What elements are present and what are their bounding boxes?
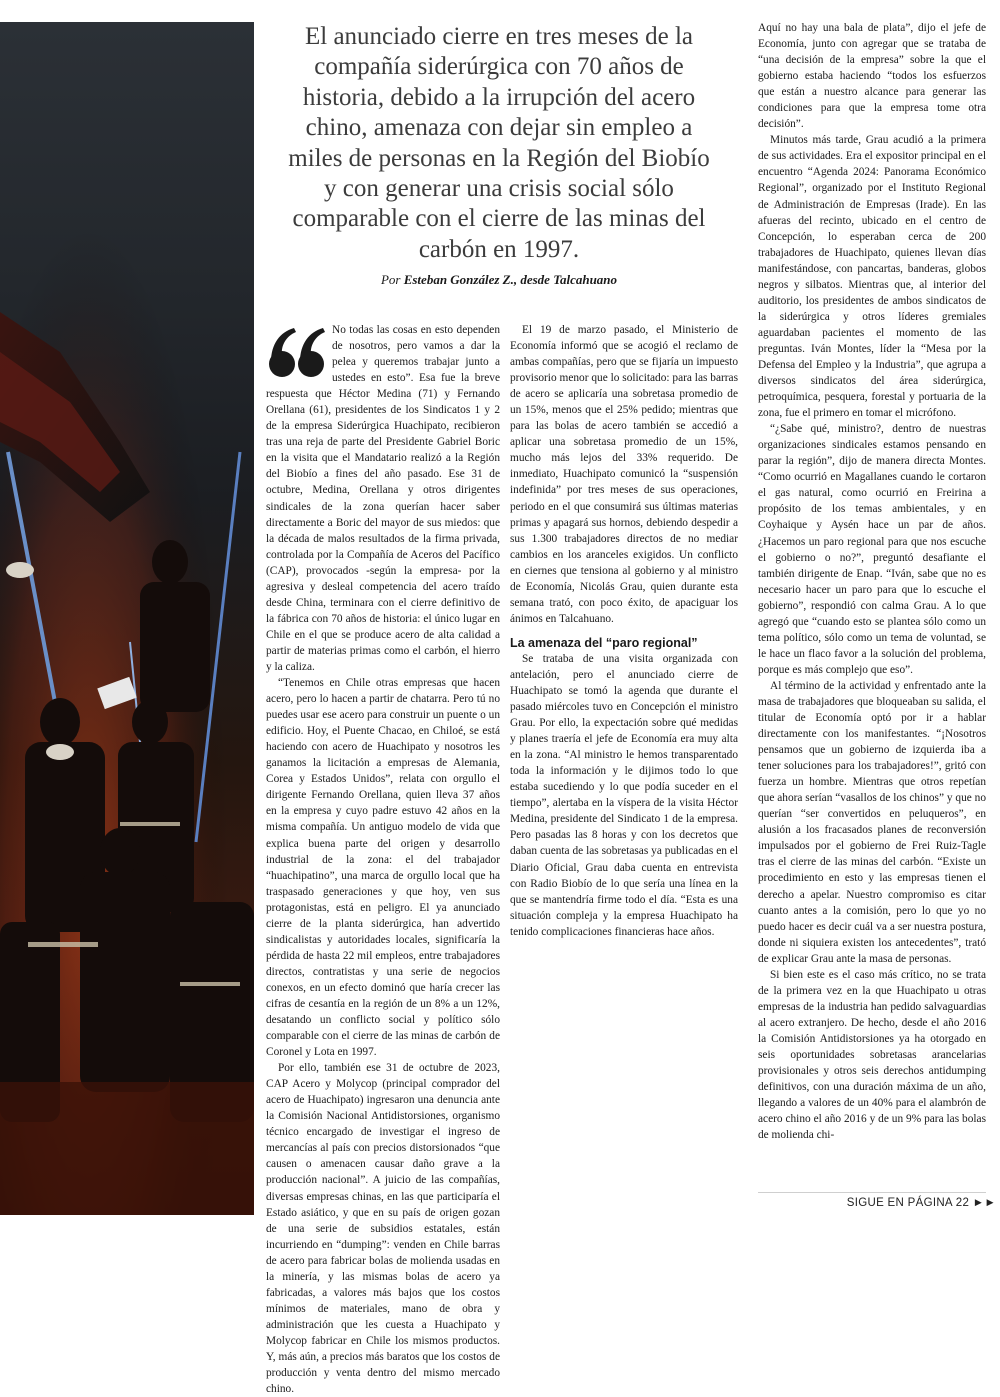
article-deck: El anunciado cierre en tres meses de la compañía siderúrgica con 70 años de historia, debido a la irrupción del acero chino, amenaza con dejar sin empleo a miles de personas en la Región del Biobío y con generar una crisis social sólo comparable con el cierre de las minas del carbón en 1997. xyxy=(288,23,710,263)
protest-photo-art xyxy=(0,22,254,1215)
paragraph-7: Minutos más tarde, Grau acudió a la primera de sus actividades. Era el expositor principal en el encuentro “Agenda 2024: Panorama Económico Regional”, organizado por el Instituto Regional de Administración de Empresas (Irade). En las afueras del recinto, ubicado en el centro de Concepción, lo esperaban cerca de 200 trabajadores de Huachipato, quienes llevan días manifestándose, con pancartas, banderas, globos negros y silbatos. Mientras que, al interior del auditorio, los presidentes de ambos sindicatos de la siderúrgica y otros líderes gremiales aguardaban pacientes el momento de las preguntas. Iván Montes, líder la “Mesa por la Defensa del Empleo y la Industria”, que agrupa a diversos sindicatos del área siderúrgica, petroquímica, pesquera, forestal y portuaria de la zona, fue el primero en tomar el micrófono. xyxy=(758,134,986,420)
paragraph-1: No todas las cosas en esto dependen de nosotros, pero vamos a dar la pelea y queremos trabajar junto a ustedes en esto”. Esa fue la breve respuesta que Héctor Medina (71) y Fernando Orellana (61), presidentes de los Sindicatos 1 y 2 de la empresa Siderúrgica Huachipato, recibieron tras una reja de parte del Presidente Gabriel Boric en la visita que el Mandatario realizó a la Región del Biobío a fines del año pasado. Ese 31 de octubre, Medina, Orellana y otros dirigentes sindicales de la zona querían hacer saber directamente a Boric del mayor de sus miedos: que la década de malos resultados de la firma privada, controlada por la Compañía de Aceros del Pacífico (CAP), provocados -según la empresa- por la agresiva y desleal competencia del acero traído desde China, terminara con el cierre definitivo de la fábrica con 70 años de historia: el único lugar en Chile en el que se produce acero de alta calidad a partir de materias primas como el carbón, el hierro y la caliza. xyxy=(266,324,500,673)
byline xyxy=(280,272,718,288)
subheading: La amenaza del “paro regional” xyxy=(510,635,698,650)
paragraph-2: “Tenemos en Chile otras empresas que hacen acero, pero lo hacen a partir de chatarra. Pero tú no puedes usar ese acero para construir un puente o un edificio. Hoy, el Puente Chacao, en Chiloé, se está haciendo con acero de Huachipato y nosotros les ganamos la licitación a empresas de Alemania, Corea y Estados Unidos”, relata con orgullo el dirigente Fernando Orellana, quien lleva 37 años en la empresa y cuyo padre estuvo 42 años en la misma compañía. Un antiguo modelo de vida que explica buena parte del origen y desarrollo industrial de la zona: el del trabajador “huachipatino”, una marca de orgullo local que ha traspasado generaciones y que hoy, ven sus protagonistas, está en peligro. El ya anunciado cierre de la planta siderúrgica, han advertido sindicalistas y autoridades locales, significaría la pérdida de hasta 22 mil empleos, entre trabajadores directos, contratistas y una serie de negocios conexos, en un efecto dominó que haría crecer las cifras de cesantía en la región de un 8% a un 12%, desatando un conflicto social y político sólo comparable con el cierre de las minas de carbón de Coronel y Lota en 1997. xyxy=(266,677,500,1059)
paragraph-10: Si bien este es el caso más crítico, no se trata de la primera vez en la que Huachipato u otras empresas de la industria han pedido salvaguardias al acero extranjero. De hecho, desde el año 2016 la Comisión Antidistorsiones ya ha otorgado en seis oportunidades sobretasas arancelarias provisionales y otros seis derechos antidumping definitivos, con una duración máxima de un año, llegando a valores de un 40% para el alambrón de acero chino el año 2016 y de un 9% para las bolas de molienda chi- xyxy=(758,968,986,1142)
paragraph-8: “¿Sabe qué, ministro?, dentro de nuestras organizaciones sindicales estamos pensando en parar la región”, dijo de manera directa Montes. “Como ocurrió en Magallanes cuando le cortaron el gas natural, como ocurrió en Freirina a propósito de los temas ambientales, y en Coyhaique y Aysén hace un par de años. ¿Hacemos un paro regional para que nos escuche el gobierno o no?”, preguntó desafiante el también dirigente de Enap. “Iván, sabe que no es necesario hacer un paro para que lo escuche el gobierno”, respondió con calma Grau. A lo que agregó que “cuando esto se plantea sólo como un tema político, sólo como un tema de voluntad, se le hace un flaco favor a la solución del problema, porque es más complejo que eso”. xyxy=(758,423,986,676)
opening-quote-icon xyxy=(266,324,328,382)
column-2 xyxy=(510,322,738,940)
paragraph-5: Se trataba de una visita organizada con antelación, pero el anunciado cierre de Huachipato se tomó la agenda que durante el pasado miércoles tuvo en Concepción el ministro Grau. Por ello, la expectación sobre qué medidas y planes traería el jefe de Economía era muy alta en la zona. “Al ministro le hemos transparentado toda la información y le dijimos todo lo que estaba sucediendo y lo que podía suceder en el tiempo”, alertaba en la víspera de la visita Héctor Medina, presidente del Sindicato 1 de la empresa. Pero pasadas las 8 horas y con los decretos que daban cuenta de las sobretasas ya publicadas en el Diario Oficial, Grau daba cuenta en entrevista con Radio Biobío de lo que sería una línea en la que se mantendría firme todo el día. “Esta es una situación compleja y la empresa Huachipato ha tenido complicaciones financieras hace años. xyxy=(510,652,738,938)
continue-on-page[interactable]: SIGUE EN PÁGINA 22 ►► xyxy=(846,1197,996,1209)
street xyxy=(0,1082,254,1215)
footer-rule xyxy=(758,1192,986,1193)
column-1 xyxy=(266,322,500,1397)
paragraph-3-start: Por ello, también ese 31 de octubre de 2023, CAP Acero y Molycop (principal comprador del acero de Huachipato) ingresaron una denuncia ante la Comisión Nacional Antidistorsiones, organismo técnico encargado de investigar el ingreso de mercancías al país con precios distorsionados “que causen o amenacen causar daño grave a la producción nacional”. A juicio de las compañías, diversas empresas chinas, en las que participaría el Estado asiático, y que en su país de origen gozan de una serie de subsidios estatales, están incurriendo en “dumping”: venden en Chile barras de acero para fabricar bolas de molienda usadas en la minería, y las mismas bolas de acero ya fabricadas, a valores más bajos que los costos mínimos de materiales, mano de obra y administración que les cuesta a Huachipato y Molycop fabricar en Chile los mismos productos. Y, más aún, a precios más baratos que los costos de producción y venta dentro del mismo mercado chino. xyxy=(266,1062,500,1396)
protest-photo xyxy=(0,22,254,1215)
column-3 xyxy=(758,20,986,1143)
paragraph-4: El 19 de marzo pasado, el Ministerio de Economía informó que se acogió el reclamo de ambas compañías, pero que se fijaría un impuesto provisorio menor que lo solicitado: para las barras de acero se aplicaría una sobretasa promedio de un 15%, menos que el 25% pedido; mientras que para las bolas de acero también se accedió a aplicar una sobretasa promedio de un 15%, mucho más lejos del 33% requerido. De inmediato, Huachipato comunicó la “suspensión indefinida” por tres meses de sus operaciones, periodo en el que consumirá sus últimas materias primas y apagará sus hornos, debiendo despedir a sus 1.300 trabajadores directos de no mediar cambios en los aranceles exigidos. Un conflicto en ciernes que tensiona al gobierno y al ministro de Economía, Nicolás Grau, quien durante esta semana trató, con poco éxito, de apaciguar los ánimos en Talcahuano. xyxy=(510,324,738,625)
paragraph-9: Al término de la actividad y enfrentado ante la masa de trabajadores que bloqueaban su salida, el titular de Economía optó por ir a hablar directamente con los manifestantes. “¡Nosotros pensamos que un gobierno de izquierda iba a tener soluciones para los trabajadores!”, gritó con fuerza un hombre. Mientras que otros repetían que ahora serían “vasallos de los chinos” y que no querían “ser convertidos en peluqueros”, en alusión a los fracasados planes de reconversión impulsados por el gobierno de Frei Ruiz-Tagle tras el cierre de las minas del carbón. “Existe un procedimiento en esto y las empresas tienen el derecho a apelar. Nuestro compromiso es citar cuanto antes a la comisión, pero lo que yo no puedo hacer es decir cuál va a ser nuestra postura, donde ni siquiera existen los antecedentes”, trató de explicar Grau ante la masa de personas. xyxy=(758,679,986,965)
byline-prefix: Por xyxy=(380,272,404,287)
byline-author: Esteban González Z., desde Talcahuano xyxy=(403,272,618,287)
paragraph-6: Aquí no hay una bala de plata”, dijo el jefe de Economía, junto con agregar que se trataba de “una decisión de la empresa” sobre la que el gobierno estaba haciendo “todos los esfuerzos que están a nuestro alcance para generar las condiciones para que la empresa tome otra decisión”. xyxy=(758,22,986,131)
